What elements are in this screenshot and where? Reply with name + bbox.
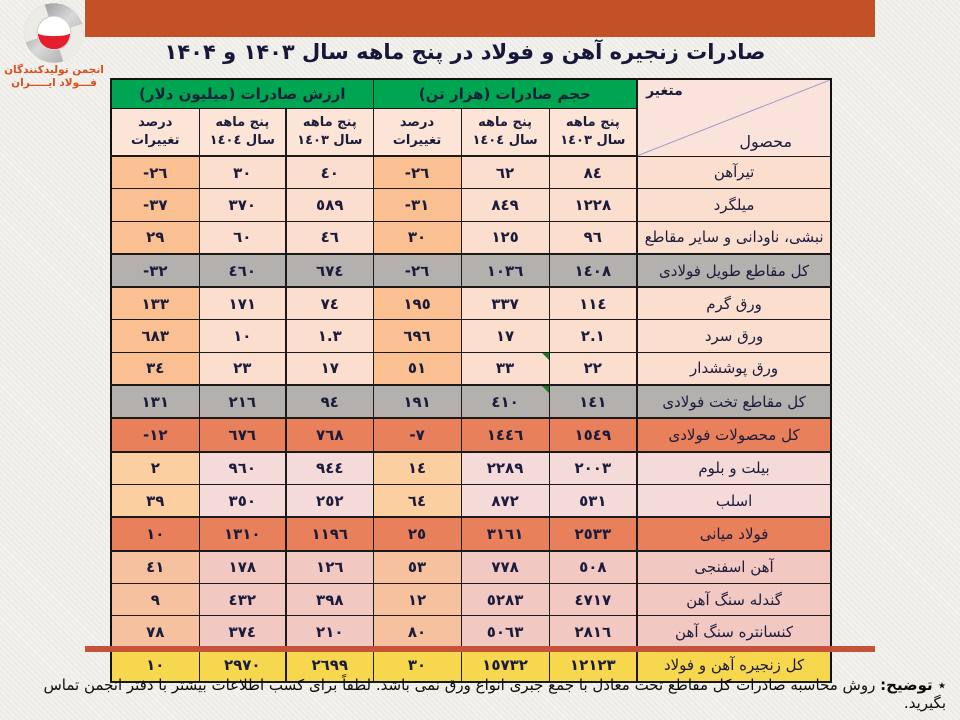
val-1404-cell: ٣٠ [199,156,286,189]
value-1404-header [199,109,286,157]
val-1403-cell: ٦٧٤ [286,254,373,287]
product-cell: کل مقاطع طویل فولادی [637,254,831,287]
footnote-label: ٭ توضیح: [880,676,946,694]
vol-pct-cell: ٣٠ [373,221,461,254]
corner-header-cell [637,79,831,156]
val-pct-cell: ١٠ [111,648,199,681]
period-label: پنج ماهه [215,115,270,131]
val-1404-cell: ٢٩٧٠ [199,648,286,681]
table-row [111,616,831,649]
year-1403-label: سال ١٤٠٣ [297,133,363,148]
val-1404-cell: ٦٧٦ [199,418,286,451]
val-pct-cell: ٣٩ [111,484,199,517]
val-1403-cell: ٤٦ [286,221,373,254]
product-cell: میلگرد [637,189,831,221]
steel-association-swirl-icon [23,2,85,64]
vol-1404-cell: ١٥٧٣٢ [461,648,549,681]
vol-1403-cell: ٥٣١ [549,484,637,517]
table-row [111,320,831,352]
table-row [111,551,831,584]
val-pct-cell: ٩ [111,583,199,615]
val-pct-cell: ٦٨٣ [111,320,199,352]
val-1403-cell: ٢٦٩٩ [286,648,373,681]
product-cell: بیلت و بلوم [637,452,831,485]
product-cell: ورق سرد [637,320,831,352]
val-1404-cell: ٦٠ [199,221,286,254]
table-row [111,385,831,418]
footnote [12,676,946,712]
vol-1404-cell: ٥٠٦٣ [461,616,549,649]
product-cell: فولاد میانی [637,517,831,550]
association-logo [4,2,104,90]
val-1404-cell: ٢١٦ [199,385,286,418]
exports-table [110,78,832,683]
volume-1404-header [461,109,549,157]
vol-pct-cell: ٥١ [373,352,461,385]
vol-1403-cell: ٩٦ [549,221,637,254]
top-banner [85,0,875,37]
val-1403-cell: ١١٩٦ [286,517,373,550]
value-1403-header [286,109,373,157]
vol-1403-cell: ٤٧١٧ [549,583,637,615]
vol-1404-cell: ٤١٠ [461,385,549,418]
val-1404-cell: ٩٦٠ [199,452,286,485]
vol-1404-cell: ١٢٥ [461,221,549,254]
product-cell: گندله سنگ آهن [637,583,831,615]
table-row [111,352,831,385]
val-1403-cell: ٩٤ [286,385,373,418]
period-label: پنج ماهه [302,115,357,131]
vol-1403-cell: ١٤١ [549,385,637,418]
val-pct-cell: ٣٤ [111,352,199,385]
vol-pct-cell: ٢٥ [373,517,461,550]
vol-1403-cell: ٢.١ [549,320,637,352]
vol-1404-cell: ٣٣٧ [461,287,549,320]
val-1404-cell: ١٧١ [199,287,286,320]
vol-1403-cell: ١٥٤٩ [549,418,637,451]
val-1404-cell: ٣٥٠ [199,484,286,517]
product-cell: کل محصولات فولادی [637,418,831,451]
vol-1404-cell: ٨٤٩ [461,189,549,221]
vol-1403-cell: ٢٢ [549,352,637,385]
table-row [111,221,831,254]
volume-group-header: حجم صادرات (هزار تن) [373,79,637,109]
vol-1404-cell: ١٠٣٦ [461,254,549,287]
comment-marker-icon [542,386,549,393]
val-1403-cell: ٥٨٩ [286,189,373,221]
table-row [111,418,831,451]
product-cell: ورق گرم [637,287,831,320]
vol-1404-cell: ٨٧٢ [461,484,549,517]
vol-1404-cell: ٦٢ [461,156,549,189]
table-row [111,517,831,550]
volume-percent-change-header: درصد تغییرات [373,109,461,157]
val-1404-cell: ٣٧٤ [199,616,286,649]
footnote-text: روش محاسبه صادرات کل مقاطع تخت معادل با جمع جبری انواع ورق نمی باشد. لطفاً برای کسب اطلاعات بیشتر با دفتر انجمن تماس بگیرید. [43,676,946,712]
table-row [111,254,831,287]
product-cell: نبشی، ناودانی و سایر مقاطع [637,221,831,254]
slide-title: صادرات زنجیره آهن و فولاد در پنج ماهه سال ۱۴۰۳ و ۱۴۰۴ [164,40,766,64]
vol-1404-cell: ٣٣ [461,352,549,385]
vol-1403-cell: ١١٤ [549,287,637,320]
value-percent-change-header: درصد تغییرات [111,109,199,157]
vol-pct-cell: ٦٩٦ [373,320,461,352]
product-cell: کل مقاطع تخت فولادی [637,385,831,418]
vol-1403-cell: ٥٠٨ [549,551,637,584]
corner-product-label: محصول [739,131,793,151]
val-pct-cell: ١٠ [111,517,199,550]
bottom-accent-line [85,646,875,652]
vol-pct-cell: -٢٦ [373,156,461,189]
product-cell: کنسانتره سنگ آهن [637,616,831,649]
logo-text-line1: انجمن تولیدکنندگان [4,64,104,76]
val-1403-cell: ٧٦٨ [286,418,373,451]
val-1403-cell: ٩٤٤ [286,452,373,485]
vol-pct-cell: -٣١ [373,189,461,221]
table-row [111,287,831,320]
val-1404-cell: ٤٦٠ [199,254,286,287]
vol-1403-cell: ١٤٠٨ [549,254,637,287]
vol-pct-cell: -٢٦ [373,254,461,287]
val-pct-cell: ٤١ [111,551,199,584]
val-1404-cell: ١٠ [199,320,286,352]
vol-1403-cell: ٢٥٣٣ [549,517,637,550]
comment-marker-icon [542,353,549,360]
vol-pct-cell: ١٢ [373,583,461,615]
product-cell: ورق پوششدار [637,352,831,385]
corner-variable-label: متغیر [646,83,683,99]
logo-text-line2: فـــولاد ایـــــران [11,77,97,90]
vol-pct-cell: ٦٤ [373,484,461,517]
vol-1403-cell: ٢٨١٦ [549,616,637,649]
val-pct-cell: -١٢ [111,418,199,451]
value-group-header: ارزش صادرات (میلیون دلار) [111,79,373,109]
product-cell: تیرآهن [637,156,831,189]
val-1403-cell: ١.٣ [286,320,373,352]
product-cell: کل زنجیره آهن و فولاد [637,648,831,681]
val-pct-cell: ٧٨ [111,616,199,649]
vol-pct-cell: ١٩١ [373,385,461,418]
val-pct-cell: ١٣١ [111,385,199,418]
vol-1403-cell: ٨٤ [549,156,637,189]
year-1403-label: سال ١٤٠٣ [560,133,626,148]
val-pct-cell: -٣٧ [111,189,199,221]
vol-1404-cell: ٢٢٨٩ [461,452,549,485]
table-row [111,484,831,517]
vol-pct-cell: ٥٣ [373,551,461,584]
vol-1404-cell: ٧٧٨ [461,551,549,584]
val-1404-cell: ١٧٨ [199,551,286,584]
vol-pct-cell: ١٩٥ [373,287,461,320]
val-1403-cell: ٧٤ [286,287,373,320]
period-label: پنج ماهه [478,115,533,131]
val-1404-cell: ٣٧٠ [199,189,286,221]
year-1404-label: سال ١٤٠٤ [209,133,275,148]
vol-pct-cell: -٧ [373,418,461,451]
table-row [111,452,831,485]
vol-1404-cell: ٣١٦١ [461,517,549,550]
val-1403-cell: ٤٠ [286,156,373,189]
vol-1404-cell: ١٤٤٦ [461,418,549,451]
exports-table-wrapper [110,78,832,683]
product-cell: آهن اسفنجی [637,551,831,584]
val-1403-cell: ٢١٠ [286,616,373,649]
val-pct-cell: ٢٩ [111,221,199,254]
val-pct-cell: ١٣٣ [111,287,199,320]
table-row [111,583,831,615]
vol-1404-cell: ١٧ [461,320,549,352]
val-1404-cell: ٤٣٢ [199,583,286,615]
val-1403-cell: ١٧ [286,352,373,385]
table-row [111,189,831,221]
vol-1403-cell: ٢٠٠٣ [549,452,637,485]
period-label: پنج ماهه [565,115,620,131]
vol-1403-cell: ١٢٢٨ [549,189,637,221]
val-1403-cell: ٣٩٨ [286,583,373,615]
year-1404-label: سال ١٤٠٤ [472,133,538,148]
val-1404-cell: ١٣١٠ [199,517,286,550]
vol-pct-cell: ٣٠ [373,648,461,681]
vol-pct-cell: ٨٠ [373,616,461,649]
vol-1404-cell: ٥٢٨٣ [461,583,549,615]
val-1404-cell: ٢٣ [199,352,286,385]
val-pct-cell: -٣٢ [111,254,199,287]
table-row [111,156,831,189]
val-1403-cell: ٢٥٢ [286,484,373,517]
val-1403-cell: ١٢٦ [286,551,373,584]
val-pct-cell: ٢ [111,452,199,485]
val-pct-cell: -٢٦ [111,156,199,189]
vol-pct-cell: ١٤ [373,452,461,485]
volume-1403-header [549,109,637,157]
product-cell: اسلب [637,484,831,517]
vol-1403-cell: ١٢١٢٣ [549,648,637,681]
